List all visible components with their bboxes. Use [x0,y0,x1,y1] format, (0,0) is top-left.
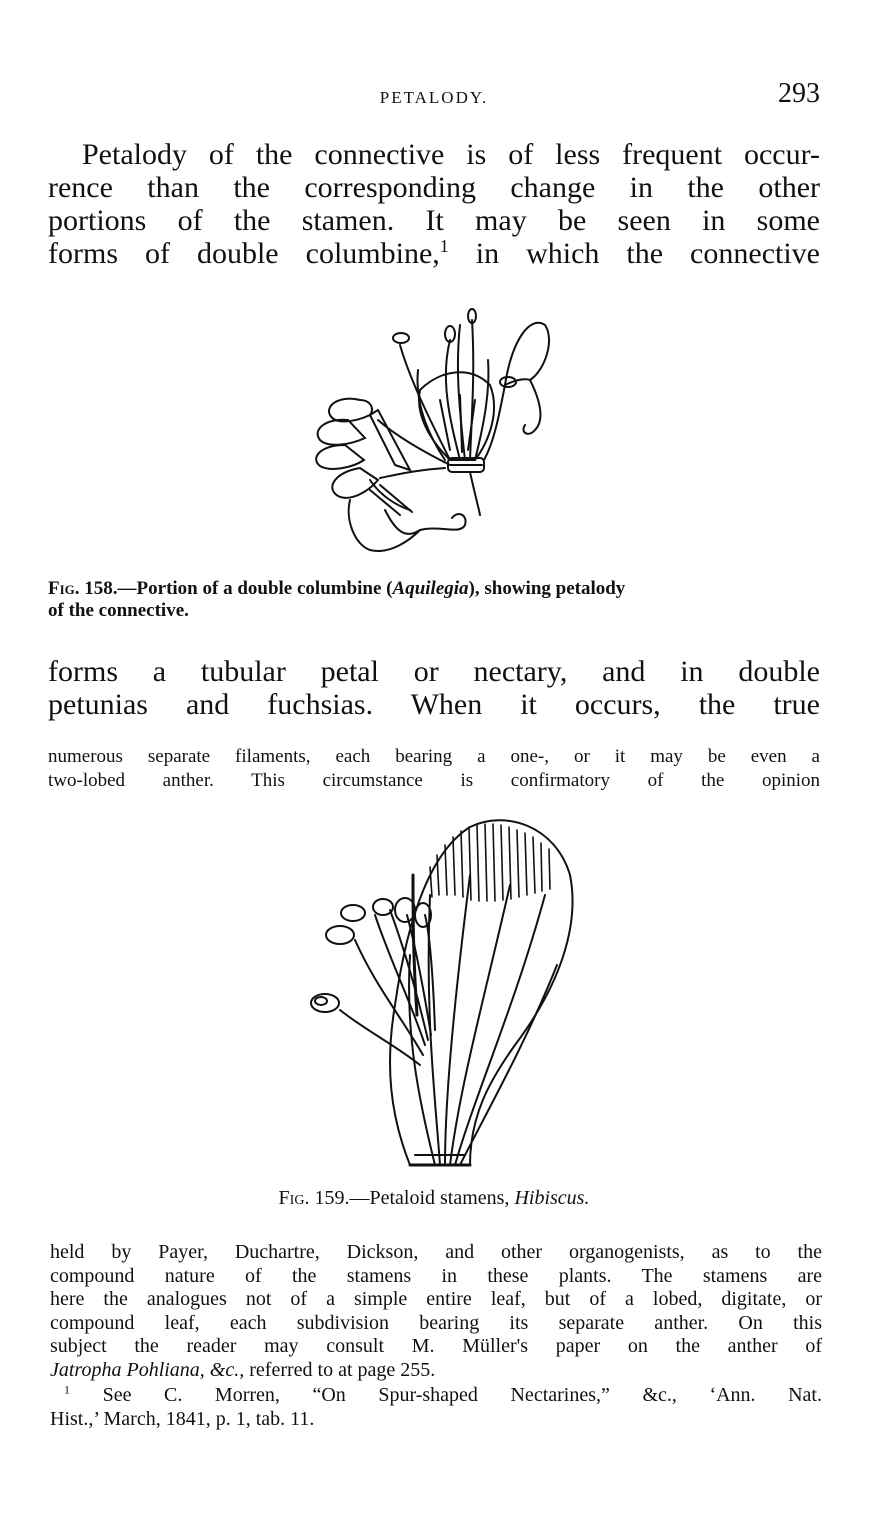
paragraph-tubular-petal [48,655,820,721]
footnote [50,1384,822,1431]
text-line: compound leaf, each subdivision bearing its separate anther. On this [50,1311,822,1334]
text-line: compound nature of the stamens in these plants. The stamens are [50,1264,822,1287]
figure-159-hibiscus-illustration [295,815,585,1175]
text-line: forms of double columbine,$^1$ in which the connective [48,236,820,270]
paragraph-filaments [48,745,820,793]
text-line: two-lobed anther. This circumstance is confirmatory of the opinion [48,770,820,791]
figure-158-caption [48,578,820,622]
footnote-marker: 1 [64,1382,70,1397]
text-line: numerous separate filaments, each bearing a one-, or it may be even a [48,746,820,767]
caption-line: of the connective. [48,600,189,621]
figure-label: Fig. 159. [278,1187,350,1209]
footnote-reference: 1 [439,236,449,256]
text-line: Jatropha Pohliana, &c., referred to at page 255. [50,1358,436,1381]
text-line: petunias and fuchsias. When it occurs, the true [48,688,820,721]
figure-159-caption: Fig. 159.—Petaloid stamens, Hibiscus. [278,1187,590,1209]
text-line: here the analogues not of a simple entire leaf, but of a lobed, digitate, or [50,1288,822,1310]
paragraph-petalody-connective [48,138,820,270]
footnote-line: $^1$ See C. Morren, “On Spur-shaped Nectarines,” &c., ‘Ann. Nat. [64,1382,822,1406]
species-name: Jatropha Pohliana, &c., [50,1358,245,1381]
figure-label: Fig. 158. [48,578,118,599]
paragraph-compound-nature [50,1241,822,1382]
text-line: portions of the stamen. It may be seen in some [48,204,820,237]
page-number: 293 [778,78,820,109]
footnote-line: Hist.,’ March, 1841, p. 1, tab. 11. [50,1407,315,1430]
genus-name: Aquilegia [392,578,469,599]
text-line: held by Payer, Duchartre, Dickson, and other organogenists, as to the [50,1241,822,1263]
running-title: PETALODY. [379,88,489,107]
figure-158-columbine-illustration [300,300,570,560]
text-line: Petalody of the connective is of less frequent occur- [82,138,820,171]
text-line: rence than the corresponding change in the other [48,171,820,204]
caption-line: Fig. 158.—Portion of a double columbine (Aquilegia), showing petalody [48,578,626,599]
text-line: forms a tubular petal or nectary, and in double [48,655,820,688]
genus-name: Hibiscus. [514,1187,590,1209]
running-head [48,78,820,114]
text-line: subject the reader may consult M. Müller's paper on the anther of [50,1335,822,1357]
